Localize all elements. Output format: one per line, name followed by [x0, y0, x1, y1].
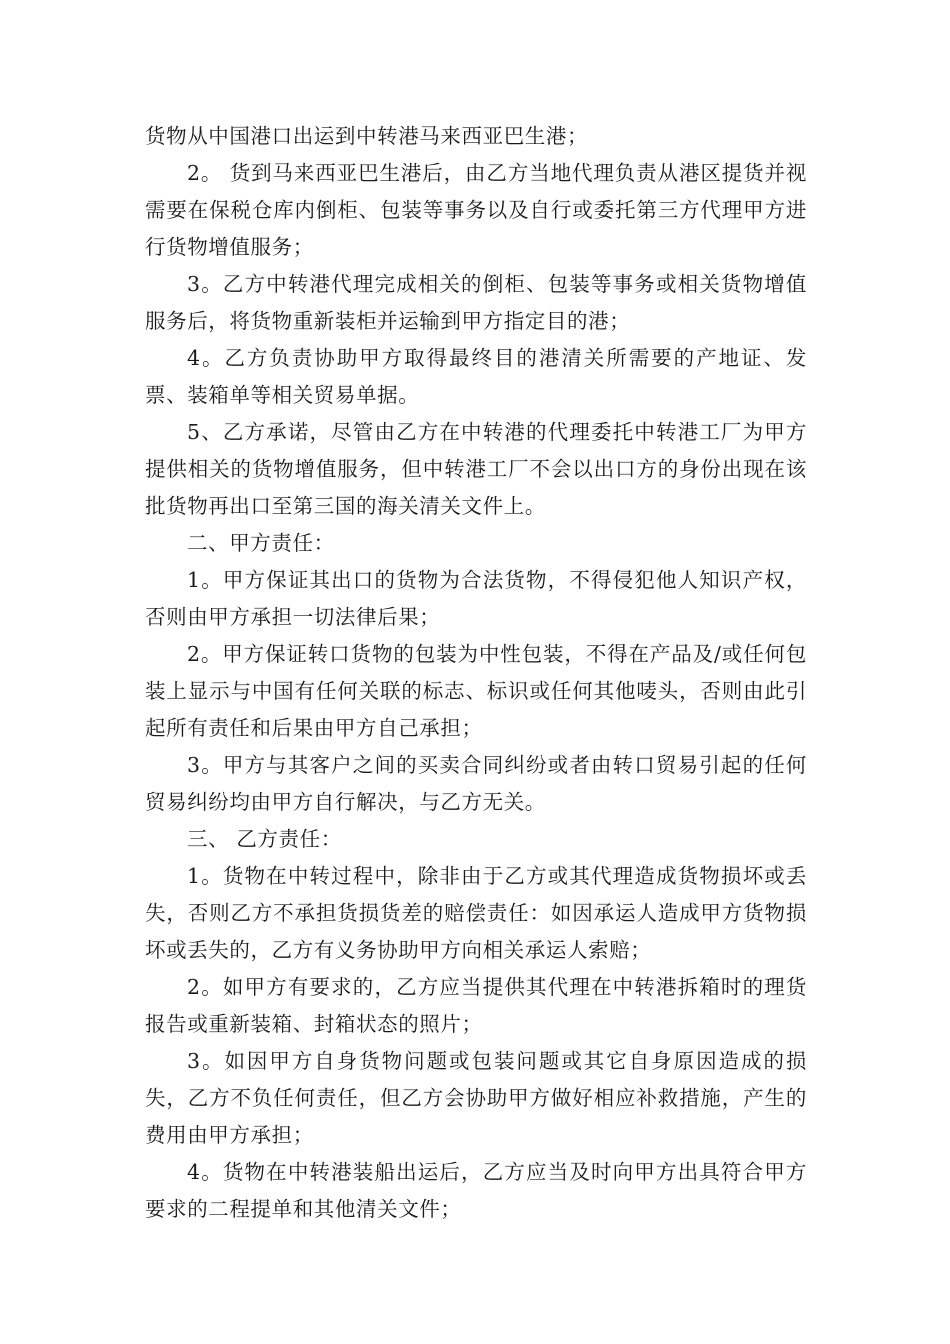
paragraph-party-b-item-3: 3。如因甲方自身货物问题或包装问题或其它自身原因造成的损失，乙方不负任何责任，但乙方会协助甲方做好相应补救措施，产生的费用由甲方承担； — [145, 1049, 807, 1147]
paragraph-party-b-item-4: 4。货物在中转港装船出运后，乙方应当及时向甲方出具符合甲方要求的二程提单和其他清关文件； — [145, 1160, 807, 1221]
paragraph-party-b-item-2: 2。如甲方有要求的，乙方应当提供其代理在中转港拆箱时的理货报告或重新装箱、封箱状态的照片； — [145, 975, 807, 1036]
paragraph-item-4-trade-documents: 4。乙方负责协助甲方取得最终目的港清关所需要的产地证、发票、装箱单等相关贸易单据。 — [145, 346, 807, 407]
paragraph-cargo-origin: 货物从中国港口出运到中转港马来西亚巴生港； — [145, 124, 589, 148]
paragraph-party-a-item-1: 1。甲方保证其出口的货物为合法货物，不得侵犯他人知识产权，否则由甲方承担一切法律后果； — [145, 568, 807, 629]
paragraph-item-2-port-delivery: 2。 货到马来西亚巴生港后，由乙方当地代理负责从港区提货并视需要在保税仓库内倒柜、包装等事务以及自行或委托第三方代理甲方进行货物增值服务； — [145, 161, 807, 259]
section-heading-party-a: 二、甲方责任： — [187, 531, 335, 555]
paragraph-party-b-item-1: 1。货物在中转过程中，除非由于乙方或其代理造成货物损坏或丢失，否则乙方不承担货损货差的赔偿责任：如因承运人造成甲方货物损坏或丢失的，乙方有义务协助甲方向相关承运人索赔； — [145, 864, 807, 962]
paragraph-party-a-item-3: 3。甲方与其客户之间的买卖合同纠纷或者由转口贸易引起的任何贸易纠纷均由甲方自行解决，与乙方无关。 — [145, 753, 807, 814]
paragraph-item-5-commitment: 5、乙方承诺，尽管由乙方在中转港的代理委托中转港工厂为甲方提供相关的货物增值服务，但中转港工厂不会以出口方的身份出现在该批货物再出口至第三国的海关清关文件上。 — [145, 420, 807, 518]
document-body — [145, 118, 807, 1228]
paragraph-party-a-item-2: 2。甲方保证转口货物的包装为中性包装，不得在产品及/或任何包装上显示与中国有任何关联的标志、标识或任何其他唛头，否则由此引起所有责任和后果由甲方自己承担； — [145, 642, 807, 740]
section-heading-party-b: 三、 乙方责任： — [187, 827, 342, 851]
paragraph-item-3-reloading: 3。乙方中转港代理完成相关的倒柜、包装等事务或相关货物增值服务后，将货物重新装柜并运输到甲方指定目的港； — [145, 272, 807, 333]
